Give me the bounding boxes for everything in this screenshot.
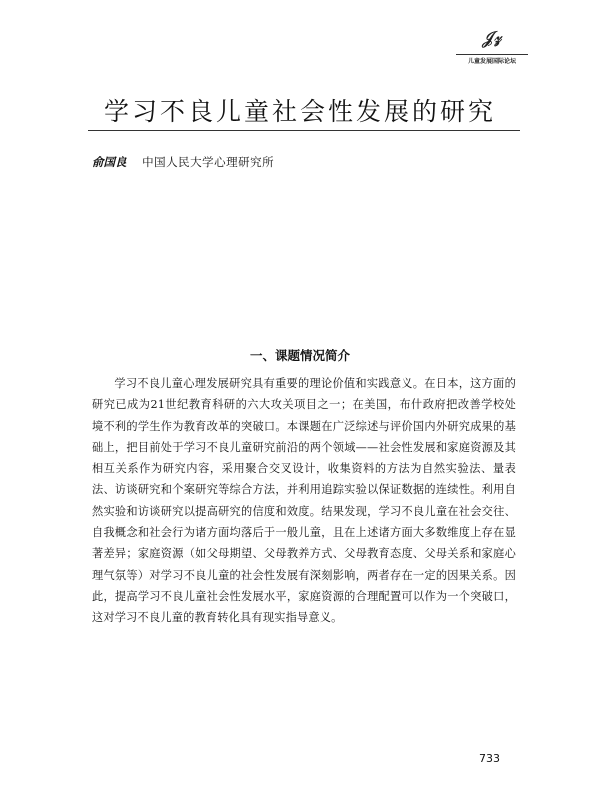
paper-title: 学习不良儿童社会性发展的研究 (103, 97, 496, 126)
byline (92, 154, 274, 170)
section-heading: 一、课题情况简介 (249, 348, 350, 363)
body-paragraph: 学习不良儿童心理发展研究具有重要的理论价值和实践意义。在日本，这方面的研究已成为21世纪教育科研的六大攻关项目之一；在美国，布什政府把改善学校处境不利的学生作为教育改革的突破口。本课题在广泛综述与评价国内外研究成果的基础上，把目前处于学习不良儿童研究前沿的两个领域——社会性发展和家庭资源及其相互关系作为研究内容，采用聚合交叉设计，收集资料的方法为自然实验法、量表法、访谈研究和个案研究等综合方法，并利用追踪实验以保证数据的连续性。利用自然实验和访谈研究以提高研究的信度和效度。结果发现，学习不良儿童在社会交往、自我概念和社会行为诸方面均落后于一般儿童，且在上述诸方面大多数维度上存在显著差异；家庭资源（如父母期望、父母教养方式、父母教育态度、父母关系和家庭心理气氛等）对学习不良儿童的社会性发展有深刻影响，两者存在一定的因果关系。因此，提高学习不良儿童社会性发展水平，家庭资源的合理配置可以作为一个突破口，这对学习不良儿童的教育转化具有现实指导意义。 (92, 377, 516, 625)
logo-caption: 儿童发展国际论坛 (456, 54, 528, 65)
logo-signature: 𝒥𝓏 (480, 26, 504, 49)
page-number: 733 (479, 752, 500, 765)
author-name: 俞国良 (92, 155, 127, 169)
title-rule (88, 130, 520, 131)
conference-logo (456, 28, 528, 72)
author-affiliation: 中国人民大学心理研究所 (142, 155, 275, 169)
